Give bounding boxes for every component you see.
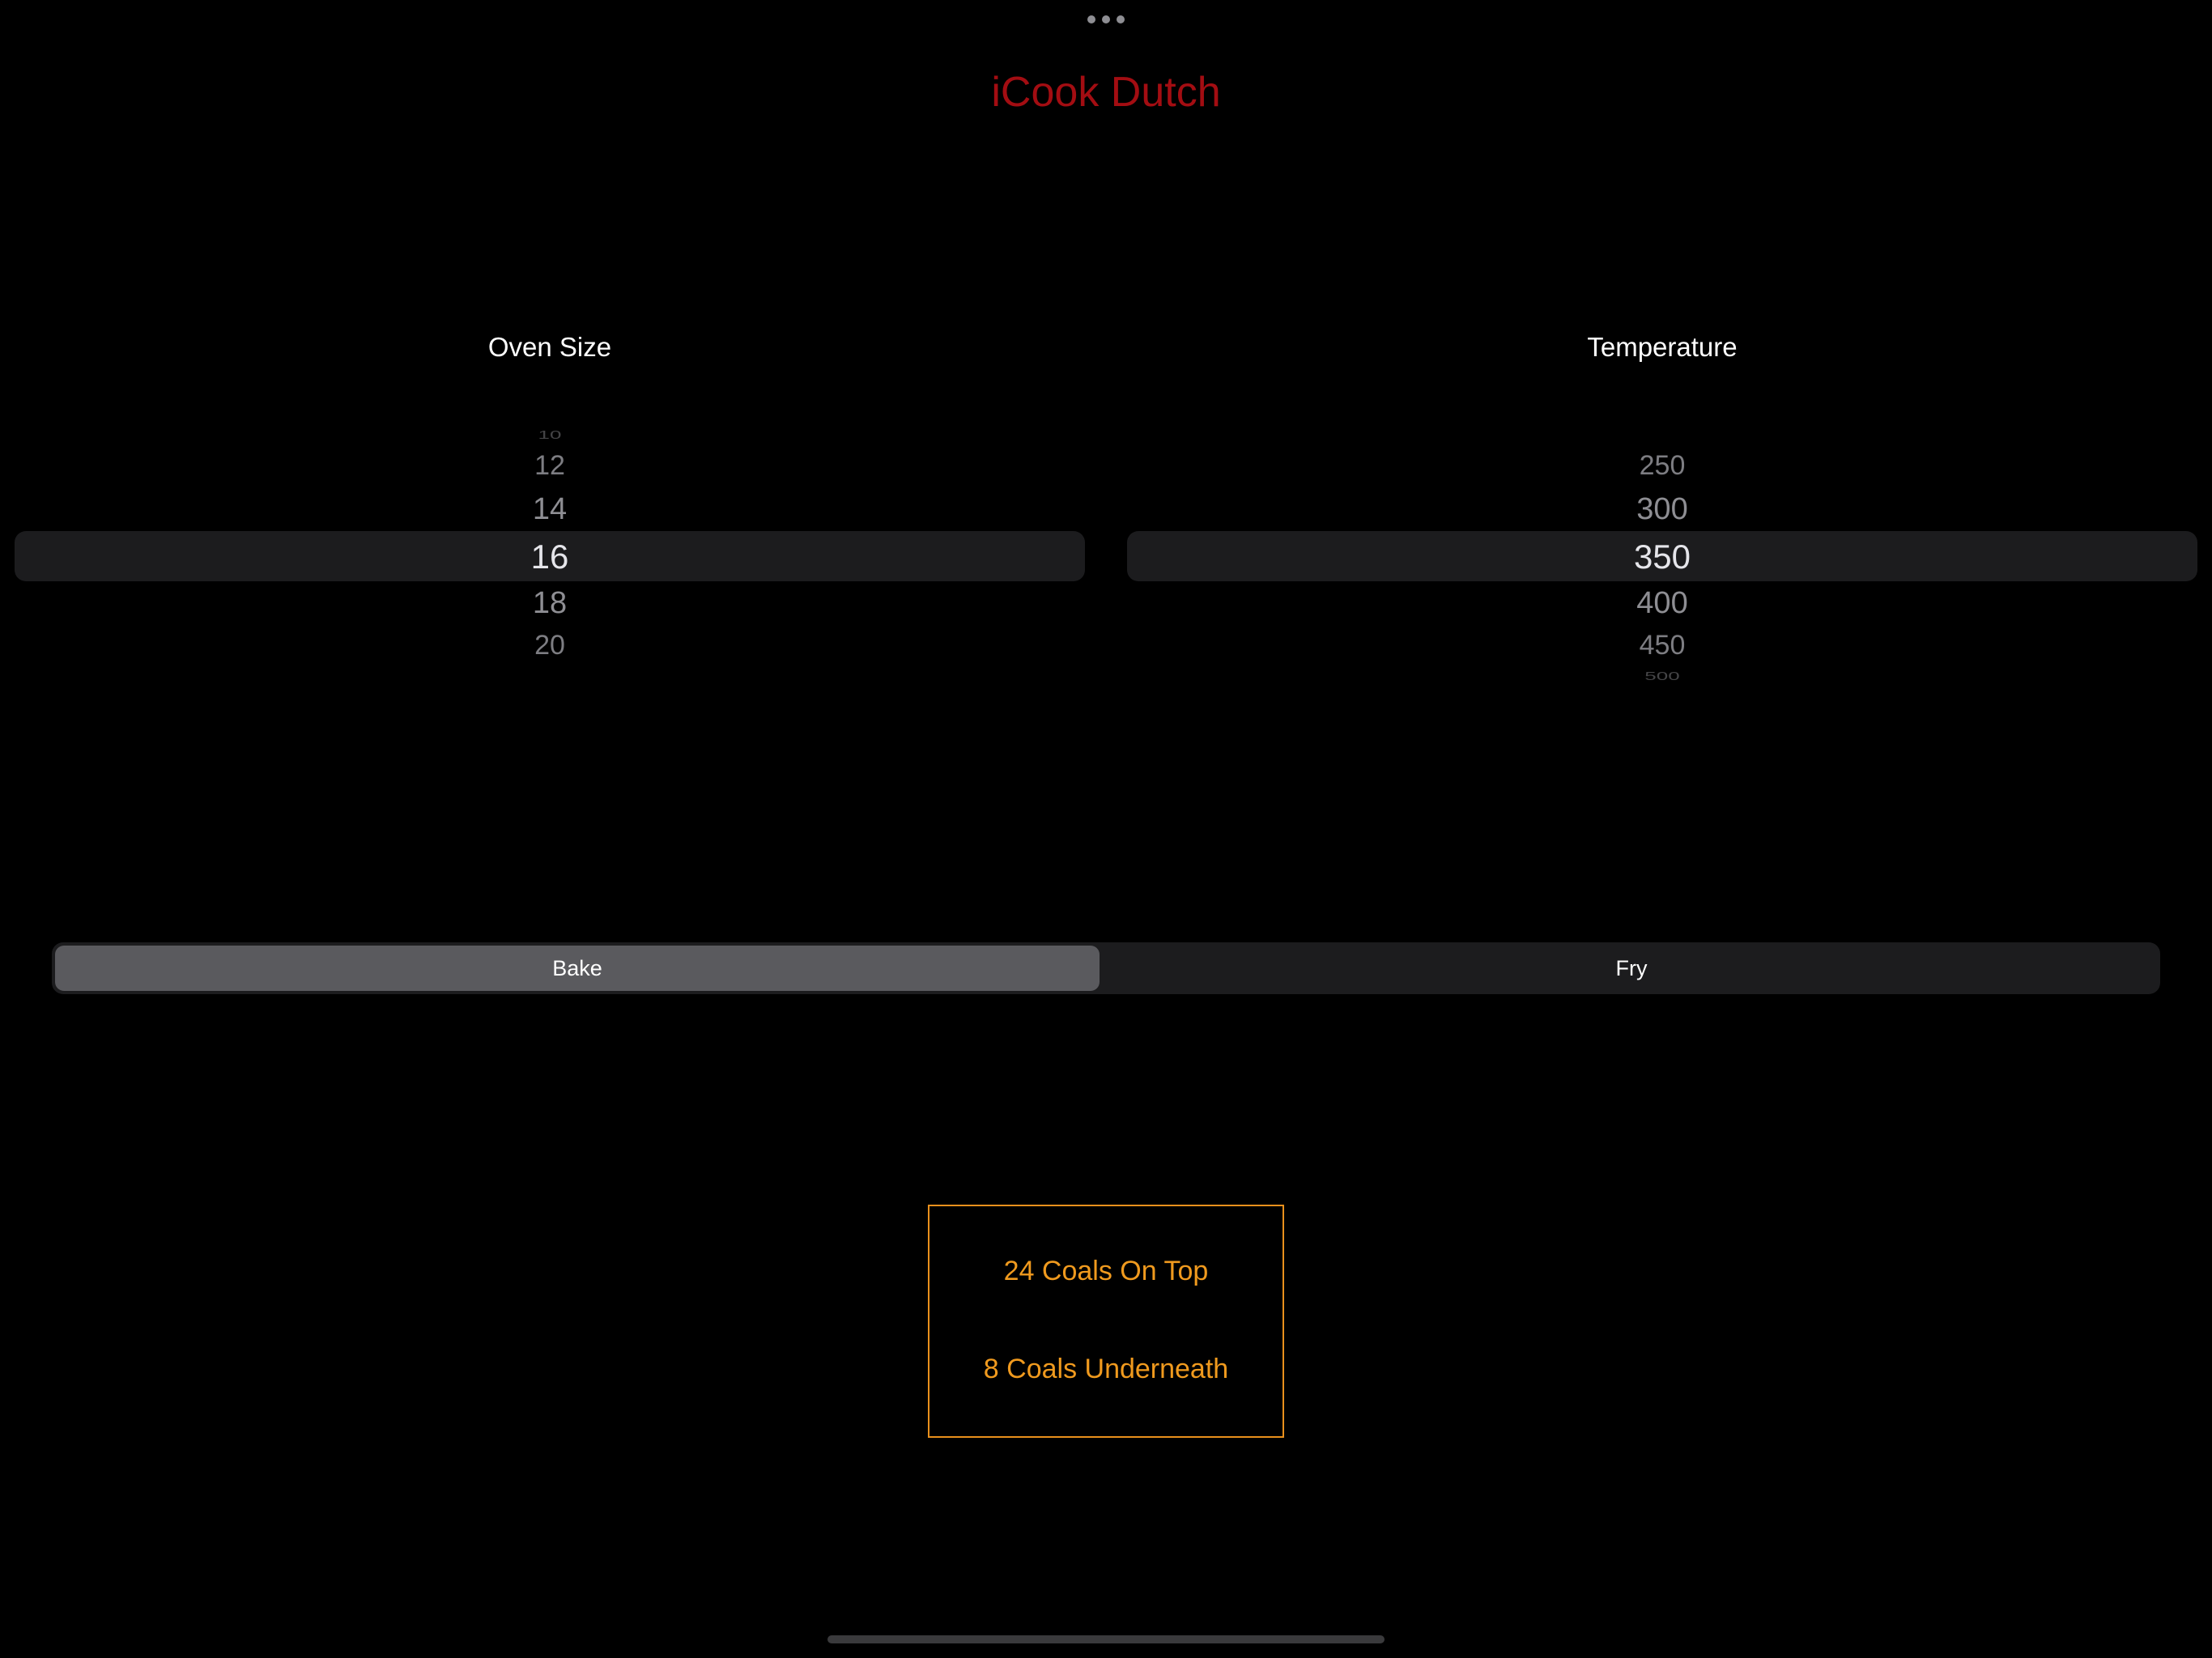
picker-row[interactable]: 250 [1639,450,1686,481]
picker-row[interactable]: 20 [534,630,565,661]
picker-row[interactable]: 10 [538,427,562,442]
coals-on-top-text: 24 Coals On Top [1003,1256,1209,1286]
dot [1087,15,1095,23]
dot [1117,15,1125,23]
picker-row[interactable]: 12 [534,450,565,481]
picker-row-selected[interactable]: 350 [1633,538,1691,576]
app-title: iCook Dutch [991,69,1221,116]
picker-row[interactable]: 18 [532,586,568,620]
picker-row[interactable]: 450 [1639,630,1686,661]
mode-segmented-control [52,942,2160,994]
oven-size-picker[interactable] [15,421,1085,688]
temperature-label: Temperature [1587,332,1738,362]
coals-underneath-text: 8 Coals Underneath [983,1354,1229,1384]
picker-row[interactable]: 14 [532,492,568,526]
segment-bake[interactable]: Bake [55,946,1100,991]
segment-fry[interactable]: Fry [1615,955,1648,980]
picker-row[interactable]: 500 [1644,669,1680,683]
picker-row[interactable]: 400 [1636,586,1688,620]
oven-size-label: Oven Size [487,332,612,362]
dot [1102,15,1110,23]
coals-result-box [928,1205,1284,1438]
picker-row[interactable]: 300 [1636,492,1688,526]
more-dots-icon[interactable] [1087,13,1125,26]
picker-row-selected[interactable]: 16 [530,538,569,576]
temperature-picker[interactable] [1127,421,2197,688]
home-indicator[interactable] [827,1635,1385,1643]
